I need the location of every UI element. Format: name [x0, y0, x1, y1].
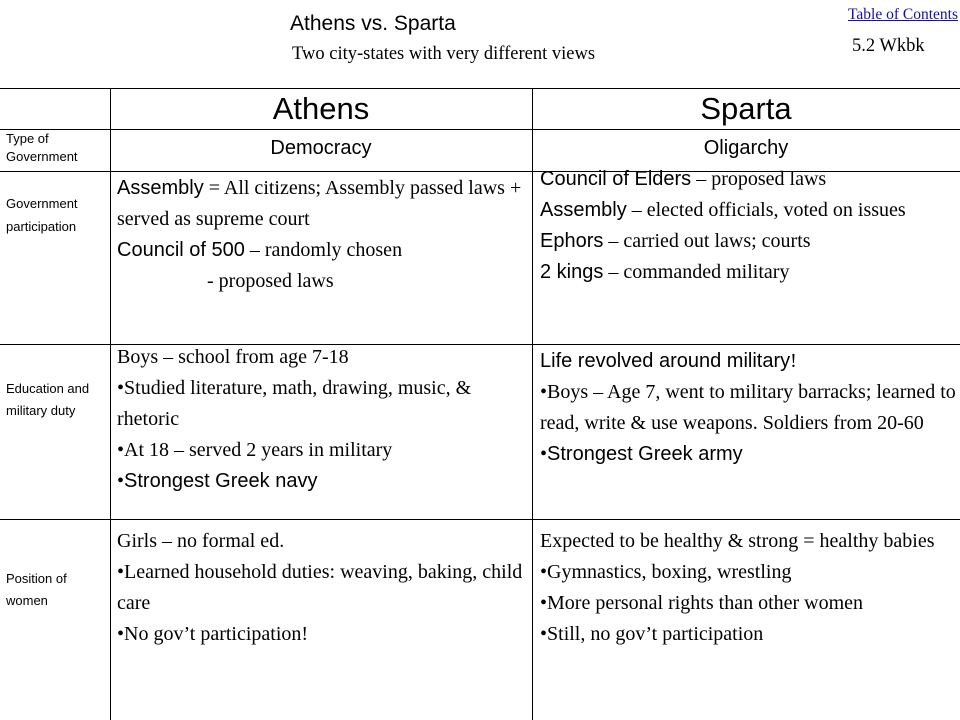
- sparta-education-bullet-1: •Boys – Age 7, went to military barracks; learned to read, write & use weapons. Soldiers from 20-60: [540, 381, 956, 434]
- athens-government-type: Democracy: [270, 137, 372, 159]
- athens-education-intro: Boys – school from age 7-18: [117, 346, 349, 368]
- sparta-women-intro: Expected to be healthy & strong = healthy babies: [540, 530, 935, 552]
- sparta-government-type: Oligarchy: [703, 137, 789, 159]
- sparta-assembly-text: Assembly – elected officials, voted on issues: [540, 199, 906, 221]
- athens-council-text: Council of 500 – randomly chosen: [117, 239, 403, 261]
- sparta-women-bullet-3: •Still, no gov’t participation: [540, 623, 764, 645]
- column-header-sparta: Sparta: [700, 91, 792, 126]
- athens-assembly-term: Assembly: [117, 177, 204, 199]
- table-divider-header: [0, 129, 960, 130]
- row-label-women: Position of women: [6, 571, 67, 608]
- sparta-ephors-term: Ephors: [540, 230, 604, 252]
- page-subtitle: Two city-states with very different views: [292, 44, 596, 64]
- sparta-education-intro: Life revolved around military!: [540, 350, 797, 372]
- table-border-top: [0, 88, 960, 89]
- athens-women-cell: [117, 526, 527, 650]
- sparta-education-bullet-2: •Strongest Greek army: [540, 443, 743, 465]
- athens-council-role: - proposed laws: [207, 270, 334, 292]
- athens-education-bullet-3: •Strongest Greek navy: [117, 470, 318, 492]
- sparta-education-cell: [540, 346, 958, 470]
- athens-education-bullet-1: •Studied literature, math, drawing, music, & rhetoric: [117, 377, 472, 430]
- athens-education-cell: [117, 342, 527, 497]
- sparta-women-bullet-2: •More personal rights than other women: [540, 592, 864, 614]
- sparta-ephors-text: Ephors – carried out laws; courts: [540, 230, 811, 252]
- sparta-kings-text: 2 kings – commanded military: [540, 261, 790, 283]
- row-label-participation: Government participation: [6, 196, 78, 234]
- sparta-council-term: Council of Elders: [540, 168, 692, 190]
- athens-women-bullet-2: •No gov’t participation!: [117, 623, 309, 645]
- sparta-women-cell: [540, 526, 958, 650]
- table-column-divider-label: [110, 88, 111, 720]
- sparta-kings-term: 2 kings: [540, 261, 604, 283]
- athens-women-bullet-1: •Learned household duties: weaving, baking, child care: [117, 561, 523, 614]
- athens-women-intro: Girls – no formal ed.: [117, 530, 285, 552]
- sparta-council-text: Council of Elders – proposed laws: [540, 168, 827, 190]
- table-divider-education: [0, 519, 960, 520]
- column-header-athens: Athens: [272, 91, 370, 126]
- sparta-participation-cell: [540, 164, 958, 288]
- athens-participation-cell: [117, 173, 527, 297]
- sparta-assembly-term: Assembly: [540, 199, 627, 221]
- table-column-divider-middle: [532, 88, 533, 720]
- athens-assembly-text: Assembly = All citizens; Assembly passed laws + served as supreme court: [117, 177, 522, 230]
- page-title: Athens vs. Sparta: [290, 12, 456, 35]
- table-of-contents-link[interactable]: Table of Contents: [848, 6, 958, 23]
- row-label-education: Education and military duty: [6, 381, 90, 418]
- sparta-women-bullet-1: •Gymnastics, boxing, wrestling: [540, 561, 792, 583]
- athens-education-bullet-2: •At 18 – served 2 years in military: [117, 439, 393, 461]
- athens-council-term: Council of 500: [117, 239, 245, 261]
- workbook-reference: 5.2 Wkbk: [852, 36, 925, 56]
- row-label-government-type: Type of Government: [6, 131, 78, 164]
